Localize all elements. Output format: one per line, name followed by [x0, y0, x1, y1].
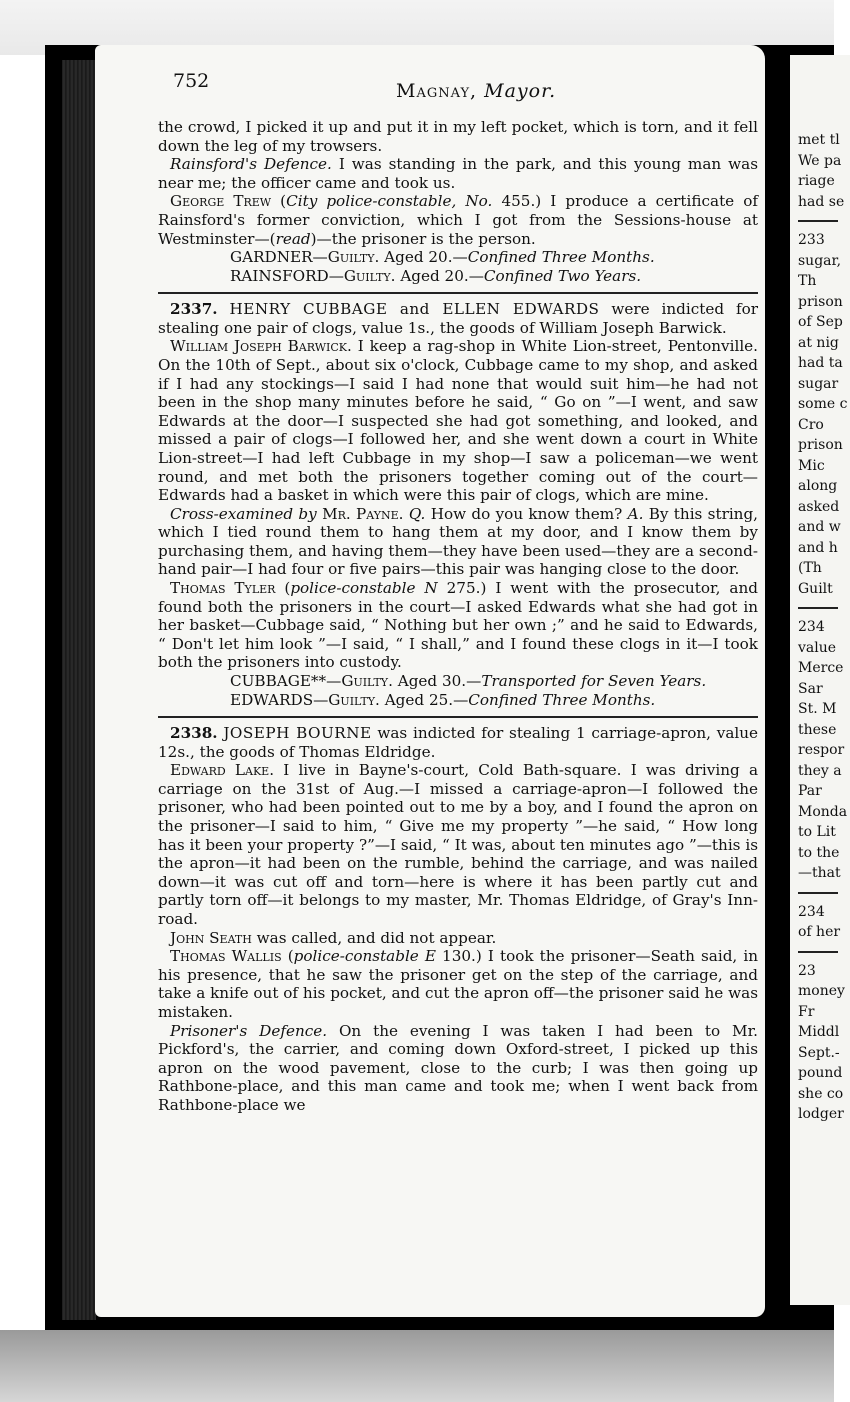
right-page-line: Fr	[798, 1003, 815, 1020]
case-defendants: HENRY CUBBAGE and ELLEN EDWARDS	[229, 300, 600, 319]
witness-text: was called, and did not appear.	[251, 928, 497, 947]
right-page-line: lodger	[798, 1106, 844, 1122]
page-header	[158, 70, 758, 118]
section-rule	[158, 292, 758, 294]
right-section-rule	[798, 892, 838, 894]
right-page-line: these	[798, 721, 837, 738]
paragraph-lake	[158, 761, 758, 928]
paragraph-continuation: the crowd, I picked it up and put it in my left pocket, which is torn, and it fell down the leg of my trowsers.	[158, 118, 758, 155]
right-page-line: met tl	[798, 132, 840, 148]
right-page-line: 234	[798, 903, 825, 920]
guilty: Guilty.	[327, 248, 380, 267]
sentence: Transported for Seven Years.	[481, 672, 707, 691]
right-page-line: of her	[798, 924, 841, 940]
witness-name: Edward Lake.	[170, 761, 275, 780]
case-number: 2337.	[170, 300, 218, 319]
right-page-line: 23	[798, 962, 816, 979]
age: Aged 20.—	[400, 267, 484, 286]
right-page-line: 234	[798, 619, 825, 635]
section-rule	[158, 716, 758, 718]
witness-name: John Seath	[170, 928, 252, 947]
right-page-line: pound	[798, 1065, 843, 1081]
witness-text-end: )—the prisoner is the person.	[310, 229, 536, 248]
right-page-line: Cro	[798, 416, 824, 433]
verdict-rainsford: RAINSFORD—Guilty. Aged 20.—Confined Two Years.	[230, 267, 642, 286]
defendant-name: EDWARDS	[230, 691, 314, 710]
case-indictment: were indicted for stealing one pair of clogs, value 1s., the goods of William Joseph Barwick.	[158, 300, 759, 337]
paragraph-seath	[158, 929, 758, 948]
scan-background-bottom	[0, 1330, 834, 1402]
case-defendant: JOSEPH BOURNE	[223, 724, 372, 743]
witness-name: William Joseph Barwick.	[170, 337, 352, 356]
right-page-line: (Th	[798, 560, 822, 576]
right-page-line: to the	[798, 844, 840, 861]
running-head: Magnay, Mayor.	[396, 80, 557, 102]
right-page-line: money	[798, 983, 845, 999]
right-page-line: Sar	[798, 680, 823, 697]
case-number: 2338.	[170, 724, 218, 743]
witness-text: 130.) I took the prisoner—Seath said, in his presence, that he saw the prisoner get on the step of the carriage, and take a knife out of his pocket, and cut the apron off—the prisoner said he was mistaken.	[158, 947, 758, 1021]
witness-name: George Trew	[170, 192, 272, 211]
right-page-line: value	[798, 639, 837, 656]
defence-label: Prisoner's Defence.	[170, 1021, 328, 1040]
answer-marker: A.	[627, 504, 644, 523]
case-2338-heading	[158, 724, 758, 761]
witness-text: 275.) I went with the prosecutor, and found both the prisoners in the court—I asked Edwards what she had got in her basket—Cubbage said, “ Nothing but her own ;” and he said to Edwards, “ Don't let him look ”—I said, “ I shall,” and I found these clogs in it—I took both the prisoners into custody.	[158, 579, 758, 672]
right-section-rule	[798, 220, 838, 222]
guilty: Guilty.	[343, 267, 396, 286]
verdict-cubbage: CUBBAGE**—Guilty. Aged 30.—Transported for Seven Years.	[230, 672, 707, 691]
paragraph-barwick	[158, 337, 758, 504]
paragraph-defence	[158, 155, 758, 192]
paragraph-cross-examination	[158, 505, 758, 579]
witness-name: Thomas Tyler	[170, 579, 276, 598]
witness-name: Thomas Wallis	[170, 947, 282, 966]
verdict-edwards: EDWARDS—Guilty. Aged 25.—Confined Three Months.	[230, 691, 656, 710]
running-head-name: Magnay	[396, 80, 471, 102]
right-page-fragments	[798, 130, 848, 1125]
right-page-line: asked	[798, 498, 840, 515]
right-page-line: Merce	[798, 660, 844, 676]
case-2337-heading	[158, 300, 758, 337]
right-page-line: Mic	[798, 457, 825, 474]
right-page-line: to Lit	[798, 824, 836, 840]
page-content	[158, 70, 758, 1115]
right-page-line: —that	[798, 865, 841, 881]
right-page-line: sugar	[798, 375, 839, 392]
sentence: Confined Two Years.	[483, 267, 642, 286]
right-page-line: sugar,	[798, 252, 842, 269]
right-page-line: We pa	[798, 152, 842, 169]
right-page-line: she co	[798, 1085, 844, 1102]
age: Aged 20.—	[384, 248, 468, 267]
right-page-line: prison	[798, 437, 843, 453]
right-page-line: and h	[798, 539, 838, 556]
page-number: 752	[173, 70, 210, 92]
paragraph-tyler: Thomas Tyler (police-constable N 275.) I went with the prosecutor, and found both the prisoners in the court—I asked Edwards what she had got in her basket—Cubbage said, “ Nothing but her own ;” and he said to Edwards, “ Don't let him look ”—I said, “ I shall,” and I found these clogs in it—I took both the prisoners into custody.	[158, 579, 758, 672]
paragraph-prisoner-defence	[158, 1022, 758, 1115]
guilty: Guilty.	[328, 691, 380, 710]
right-page-line: of Sep	[798, 314, 843, 330]
right-page-line: Monda	[798, 803, 848, 820]
question-text: How do you know them?	[425, 504, 628, 523]
guilty: Guilty.	[341, 672, 393, 691]
defence-label: Rainsford's Defence.	[170, 155, 332, 174]
right-page-line: Th	[798, 273, 817, 289]
defendant-name: CUBBAGE**	[230, 672, 327, 691]
sentence: Confined Three Months.	[467, 248, 655, 267]
paragraph-wallis: Thomas Wallis (police-constable E 130.) I took the prisoner—Seath said, in his presence, that he saw the prisoner get on the step of the carriage, and take a knife out of his pocket, and cut the apron off—the prisoner said he was mistaken.	[158, 947, 758, 1021]
witness-text: 455.) I produce a certificate of Rainsford's former conviction, which I got from the Sessions-house at Westminster—	[158, 192, 758, 248]
right-page-line: had ta	[798, 355, 843, 371]
right-page-line: some c	[798, 396, 848, 412]
right-section-rule	[798, 607, 838, 609]
defendant-name: RAINSFORD	[230, 267, 329, 286]
page-edges	[62, 60, 96, 1320]
right-page-line: respor	[798, 742, 845, 758]
defence-text: I was standing in the park, and this young man was near me; the officer came and took us.	[158, 155, 758, 192]
right-page-line: riage	[798, 173, 835, 189]
right-section-rule	[798, 951, 838, 953]
defence-text: On the evening I was taken I had been to Mr. Pickford's, the carrier, and coming down Oxford-street, I picked up this apron on the wood pavement, close to the curb; I was then going up Rathbone-place, and this man came and took me; when I went back from Rathbone-place we	[158, 1021, 759, 1114]
age: Aged 25.—	[384, 691, 469, 710]
right-page-line: Sept.-	[798, 1044, 840, 1061]
right-page-line: 233	[798, 232, 825, 248]
witness-role: police-constable E	[293, 947, 436, 966]
verdict-gardner: GARDNER—Guilty. Aged 20.—Confined Three Months.	[230, 248, 655, 267]
read-note: read	[275, 229, 311, 248]
counsel-name: Mr. Payne.	[322, 504, 404, 523]
case-indictment: was indicted for stealing 1 carriage-apron, value 12s., the goods of Thomas Eldridge.	[158, 724, 759, 761]
age: Aged 30.—	[397, 672, 482, 691]
cross-label: Cross-examined by	[170, 504, 317, 523]
right-page-line: Par	[798, 783, 822, 799]
question-marker: Q.	[408, 504, 426, 523]
right-page-line: Guilt	[798, 580, 833, 597]
right-page-line: along	[798, 478, 838, 494]
witness-text: I keep a rag-shop in White Lion-street, Pentonville. On the 10th of Sept., about six o'clock, Cubbage came to my shop, and asked if I had any stockings—I said I had none that would suit him—he had not been in the shop many minutes before he said, “ Go on ”—I went, and saw Edwards at the door—I suspected she had got something, and looked, and missed a pair of clogs—I followed her, and she went down a court in White Lion-street—I had left Cubbage in my shop—I saw a policeman—we went round, and met both the prisoners together coming out of the court—Edwards had a basket in which were this pair of clogs, which are mine.	[158, 337, 759, 505]
right-page-line: had se	[798, 193, 845, 210]
right-page-line: at nig	[798, 334, 839, 351]
running-head-title: Mayor.	[484, 80, 557, 102]
witness-role: City police-constable, No.	[286, 192, 493, 211]
right-page-line: Middl	[798, 1024, 840, 1040]
right-page-line: prison	[798, 293, 843, 310]
witness-role: police-constable N	[290, 579, 438, 598]
witness-text: I live in Bayne's-court, Cold Bath-square. I was driving a carriage on the 31st of Aug.—I missed a carriage-apron—I followed the prisoner, who had been pointed out to me by a boy, and I found the apron on the prisoner—I said to him, “ Give me my property ”—he said, “ How long has it been your property ?”—I said, “ It was, about ten minutes ago ”—this is the apron—it had been on the rumble, behind the carriage, and was nailed down—it was cut off and torn—here is where it has been partly cut and partly torn off—it belongs to my master, Mr. Thomas Eldridge, of Gray's Inn-road.	[158, 761, 758, 928]
paragraph-trew: George Trew (City police-constable, No. 455.) I produce a certificate of Rainsford's former conviction, which I got from the Sessions-house at Westminster—(read)—the prisoner is the person.	[158, 192, 758, 248]
right-page-line: St. M	[798, 701, 837, 717]
right-page-line: and w	[798, 519, 841, 535]
defendant-name: GARDNER	[230, 248, 313, 267]
answer-text: By this string, which I tied round them to hang them at my door, and I know them by purchasing them, and having them—they have been used—they are a second-hand pair—I had four or five pairs—this pair was hanging close to the door.	[158, 504, 759, 579]
book-gutter	[770, 45, 788, 1350]
sentence: Confined Three Months.	[468, 691, 656, 710]
right-page-line: they a	[798, 762, 842, 779]
